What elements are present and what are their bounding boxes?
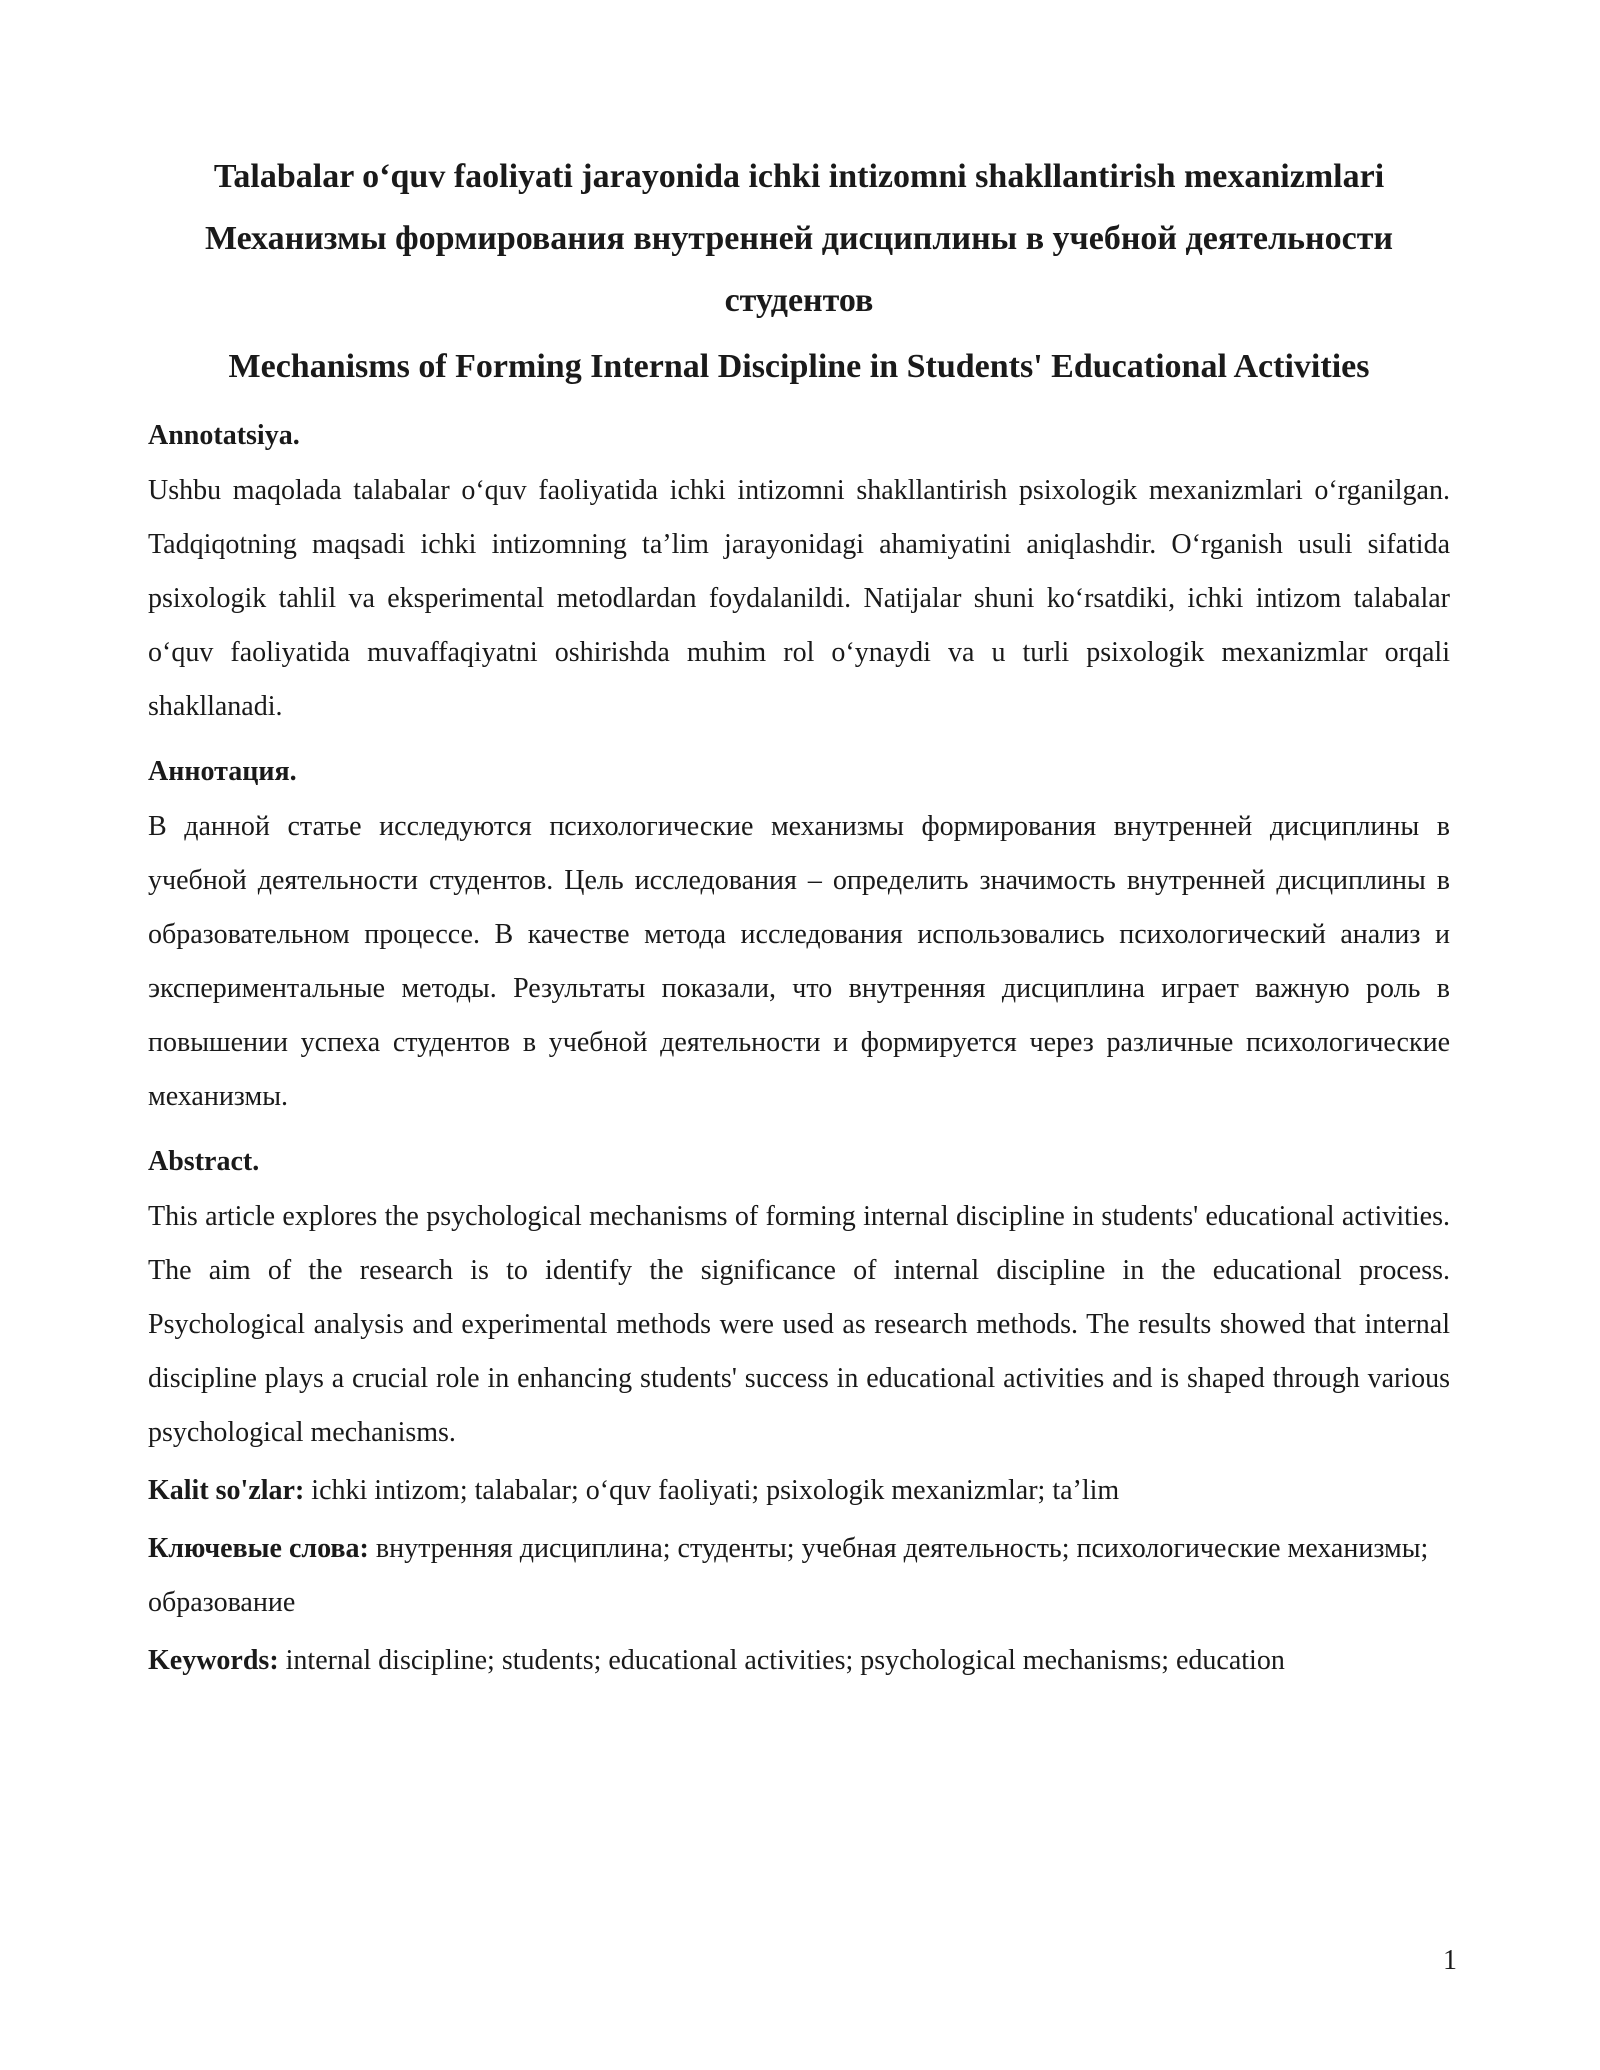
keywords-uzbek-label: Kalit so'zlar: bbox=[148, 1475, 305, 1506]
document-page bbox=[148, 140, 1450, 1688]
annotation-russian-heading: Аннотация. bbox=[148, 756, 297, 787]
annotation-russian-text: В данной статье исследуются психологические механизмы формирования внутренней дисциплины в учебной деятельности студентов. Цель исследования – определить значимость внутренней дисциплины в образовательном процессе. В качестве метода исследования использовались психологический анализ и экспериментальные методы. Результаты показали, что внутренняя дисциплина играет важную роль в повышении успеха студентов в учебной деятельности и формируется через различные психологические механизмы. bbox=[148, 811, 1450, 1112]
keywords-english-label: Keywords: bbox=[148, 1645, 279, 1676]
keywords-english bbox=[148, 1634, 1450, 1688]
abstract-english bbox=[148, 1138, 1450, 1460]
keywords-uzbek bbox=[148, 1464, 1450, 1518]
abstract-english-heading: Abstract. bbox=[148, 1146, 260, 1177]
annotation-uzbek-heading: Annotatsiya. bbox=[148, 420, 300, 451]
title-english: Mechanisms of Forming Internal Discipline in Students' Educational Activities bbox=[228, 348, 1370, 385]
annotation-russian bbox=[148, 748, 1450, 1124]
title-russian: Механизмы формирования внутренней дисциплины в учебной деятельности студентов bbox=[204, 220, 1394, 319]
annotation-uzbek bbox=[148, 412, 1450, 734]
keywords-english-text: internal discipline; students; educational activities; psychological mechanisms; education bbox=[278, 1645, 1285, 1676]
title-uzbek: Talabalar o‘quv faoliyati jarayonida ichki intizomni shakllantirish mexanizmlari bbox=[213, 158, 1385, 195]
keywords-uzbek-text: ichki intizom; talabalar; o‘quv faoliyati; psixologik mexanizmlar; ta’lim bbox=[304, 1475, 1120, 1506]
keywords-russian-text: внутренняя дисциплина; студенты; учебная деятельность; психологические механизмы; образование bbox=[148, 1533, 1429, 1618]
annotation-uzbek-text: Ushbu maqolada talabalar o‘quv faoliyatida ichki intizomni shakllantirish psixologik mexanizmlari o‘rganilgan. Tadqiqotning maqsadi ichki intizomning ta’lim jarayonidagi ahamiyatini aniqlashdir. O‘rganish usuli sifatida psixologik tahlil va eksperimental metodlardan foydalanildi. Natijalar shuni ko‘rsatdiki, ichki intizom talabalar o‘quv faoliyatida muvaffaqiyatni oshirishda muhim rol o‘ynaydi va u turli psixologik mexanizmlar orqali shakllanadi. bbox=[148, 475, 1450, 722]
keywords-russian bbox=[148, 1522, 1450, 1630]
abstract-english-text: This article explores the psychological mechanisms of forming internal discipline in students' educational activities. The aim of the research is to identify the significance of internal discipline in the educational process. Psychological analysis and experimental methods were used as research methods. The results showed that internal discipline plays a crucial role in enhancing students' success in educational activities and is shaped through various psychological mechanisms. bbox=[148, 1201, 1450, 1448]
page-number: 1 bbox=[1443, 1945, 1457, 1976]
keywords-russian-label: Ключевые слова: bbox=[148, 1533, 369, 1564]
